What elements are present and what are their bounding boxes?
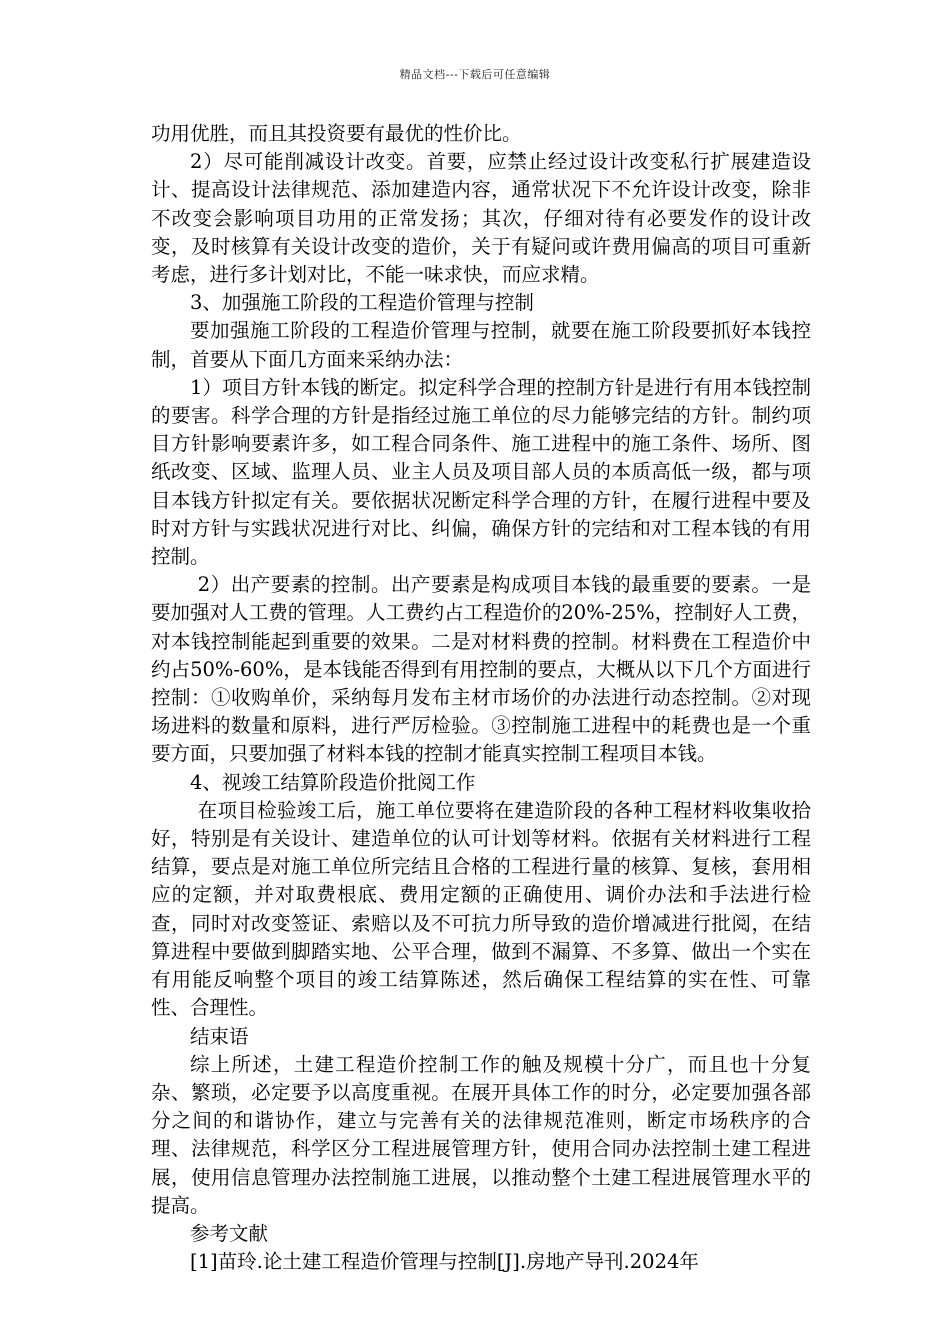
paragraph-production-factors: 2）出产要素的控制。出产要素是构成项目本钱的最重要的要素。一是要加强对人工费的管理。人工费约占工程造价的20%-25%，控制好人工费，对本钱控制能起到重要的效果。二是对材料费的控制。材料费在工程造价中约占50%-60%，是本钱能否得到有用控制的要点，大概从以下几个方面进行控制：①收购单价，采纳每月发布主材市场价的办法进行动态控制。②对现场进料的数量和原料，进行严厉检验。③控制施工进程中的耗费也是一个重要方面，只要加强了材料本钱的控制才能真实控制工程项目本钱。 [151,573,811,766]
paragraph-settlement: 在项目检验竣工后，施工单位要将在建造阶段的各种工程材料收集收拾好，特别是有关设计、建造单位的认可计划等材料。依据有关材料进行工程结算，要点是对施工单位所完结且合格的工程进行量的核算、复核，套用相应的定额，并对取费根底、费用定额的正确使用、调价办法和手法进行检查，同时对改变签证、索赔以及不可抗力所导致的造价增减进行批阅，在结算进程中要做到脚踏实地、公平合理，做到不漏算、不多算、做出一个实在有用能反响整个项目的竣工结算陈述，然后确保工程结算的实在性、可靠性、合理性。 [151,798,811,1020]
paragraph-continuation: 功用优胜，而且其投资要有最优的性价比。 [151,122,522,145]
document-body [151,120,811,1276]
reference-item: [1]苗玲.论土建工程造价管理与控制[J].房地产导刊.2024年 [190,1250,699,1274]
section-heading-construction-stage: 3、加强施工阶段的工程造价管理与控制 [190,291,534,315]
paragraph-construction-intro: 要加强施工阶段的工程造价管理与控制，就要在施工阶段要抓好本钱控制，首要从下面几方面来采纳办法： [151,319,811,371]
paragraph-design-change: 2）尽可能削减设计改变。首要，应禁止经过设计改变私行扩展建造设计、提高设计法律规范、添加建造内容，通常状况下不允许设计改变，除非不改变会影响项目功用的正常发扬；其次，仔细对待有必要发作的设计改变，及时核算有关设计改变的造价，关于有疑问或许费用偏高的项目可重新考虑，进行多计划对比，不能一味求快，而应求精。 [151,150,811,287]
paragraph-cost-target: 1）项目方针本钱的断定。拟定科学合理的控制方针是进行有用本钱控制的要害。科学合理的方针是指经过施工单位的尽力能够完结的方针。制约项目方针影响要素许多，如工程合同条件、施工进程中的施工条件、场所、图纸改变、区域、监理人员、业主人员及项目部人员的本质高低一级，都与项目本钱方针拟定有关。要依据状况断定科学合理的方针，在履行进程中要及时对方针与实践状况进行对比、纠偏，确保方针的完结和对工程本钱的有用控制。 [151,375,811,569]
section-heading-references: 参考文献 [190,1221,269,1245]
paragraph-conclusion: 综上所述，土建工程造价控制工作的触及规模十分广，而且也十分复杂、繁琐，必定要予以高度重视。在展开具体工作的时分，必定要加强各部分之间的和谐协作，建立与完善有关的法律规范准则，断定市场秩序的合理、法律规范，科学区分工程进展管理方针，使用合同办法控制土建工程进展，使用信息管理办法控制施工进展，以推动整个土建工程进展管理水平的提高。 [151,1052,811,1217]
page-header: 精品文档---下载后可任意编辑 [399,68,551,81]
section-heading-conclusion: 结束语 [190,1024,249,1048]
section-heading-settlement: 4、视竣工结算阶段造价批阅工作 [190,770,476,794]
